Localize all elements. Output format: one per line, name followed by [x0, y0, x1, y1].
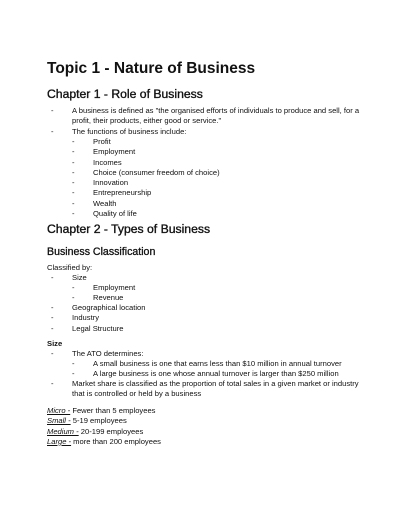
bullet-dash: - [51, 273, 54, 282]
market-share-list [51, 379, 364, 400]
ato-list [51, 349, 144, 359]
bullet-dash: - [72, 293, 75, 303]
classification-item: Legal Structure [72, 323, 124, 333]
classified-by-label: Classified by: [47, 263, 93, 272]
market-share-item: Market share is classified as the proportion of total sales in a given market or industry that is controlled or held by a business [72, 379, 359, 399]
function-item: Choice (consumer freedom of choice) [93, 167, 220, 177]
list-item [72, 198, 220, 209]
classification-size-list [51, 273, 87, 283]
classification-other-list [51, 303, 146, 334]
list-item [72, 147, 220, 157]
list-item [51, 323, 145, 334]
bullet-dash: - [51, 349, 54, 358]
function-item: Profit [93, 137, 111, 146]
function-item: Incomes [93, 157, 122, 167]
list-item [51, 303, 146, 313]
function-item: Quality of life [93, 209, 137, 219]
list-item [72, 188, 220, 198]
category-name: Large - [47, 436, 72, 446]
bullet-dash: - [72, 359, 75, 368]
size-categories [47, 406, 161, 447]
business-definition: A business is defined as "the organised efforts of individuals to produce and sell, for a profit, their products, either good or service." [72, 106, 360, 126]
list-item [51, 273, 87, 283]
size-label: Size [47, 339, 63, 348]
category-desc: 20-199 employees [78, 426, 144, 436]
category-name: Small - [47, 416, 71, 426]
list-item [72, 178, 220, 188]
business-classification-heading: Business Classification [47, 246, 156, 258]
function-item: Entrepreneurship [93, 188, 152, 198]
function-item: Innovation [93, 178, 129, 188]
bullet-dash: - [51, 106, 54, 115]
functions-intro: The functions of business include: [72, 126, 187, 136]
function-item: Employment [93, 147, 136, 157]
list-item [72, 359, 342, 369]
bullet-dash: - [51, 303, 54, 312]
category-name: Micro - [47, 406, 71, 415]
list-item [72, 137, 220, 147]
category-row [47, 406, 161, 416]
list-item [51, 349, 144, 359]
list-item [72, 157, 220, 168]
bullet-dash: - [51, 323, 54, 333]
chapter-1-list [51, 106, 362, 137]
bullet-dash: - [72, 137, 75, 146]
category-row [47, 416, 161, 426]
bullet-dash: - [72, 157, 75, 167]
chapter-1-heading: Chapter 1 - Role of Business [47, 87, 203, 101]
classification-item: Geographical location [72, 303, 146, 312]
bullet-dash: - [72, 369, 75, 379]
list-item [72, 167, 220, 178]
bullet-dash: - [72, 147, 75, 157]
classification-item: Industry [72, 313, 100, 323]
bullet-dash: - [51, 379, 54, 388]
bullet-dash: - [72, 209, 75, 219]
page-title: Topic 1 - Nature of Business [47, 60, 256, 77]
ato-sub-item: A small business is one that earns less than $10 million in annual turnover [93, 359, 342, 368]
bullet-dash: - [72, 188, 75, 198]
category-desc: Fewer than 5 employees [70, 406, 156, 415]
list-item [72, 283, 136, 293]
category-row [47, 427, 161, 437]
ato-sub-item: A large business is one whose annual turnover is larger than $250 million [93, 369, 339, 379]
list-item [51, 313, 145, 323]
category-desc: 5-19 employees [70, 416, 127, 426]
bullet-dash: - [72, 167, 75, 177]
chapter-2-heading: Chapter 2 - Types of Business [47, 222, 211, 236]
bullet-dash: - [72, 178, 75, 188]
size-item: Size [72, 273, 87, 282]
size-sub-item: Employment [93, 283, 136, 292]
list-item [51, 106, 362, 127]
size-sub-item: Revenue [93, 293, 124, 303]
bullet-dash: - [72, 198, 75, 208]
ato-sub-list [72, 359, 342, 380]
bullet-dash: - [51, 313, 54, 323]
category-row [47, 437, 161, 447]
list-item [51, 379, 364, 400]
functions-list [72, 137, 220, 219]
category-desc: more than 200 employees [71, 436, 161, 446]
list-item [51, 126, 362, 137]
ato-item: The ATO determines: [72, 349, 144, 358]
function-item: Wealth [93, 198, 117, 208]
size-sub-list [72, 283, 136, 304]
category-name: Medium - [47, 426, 79, 436]
bullet-dash: - [72, 283, 75, 292]
bullet-dash: - [51, 126, 54, 136]
list-item [72, 209, 220, 219]
